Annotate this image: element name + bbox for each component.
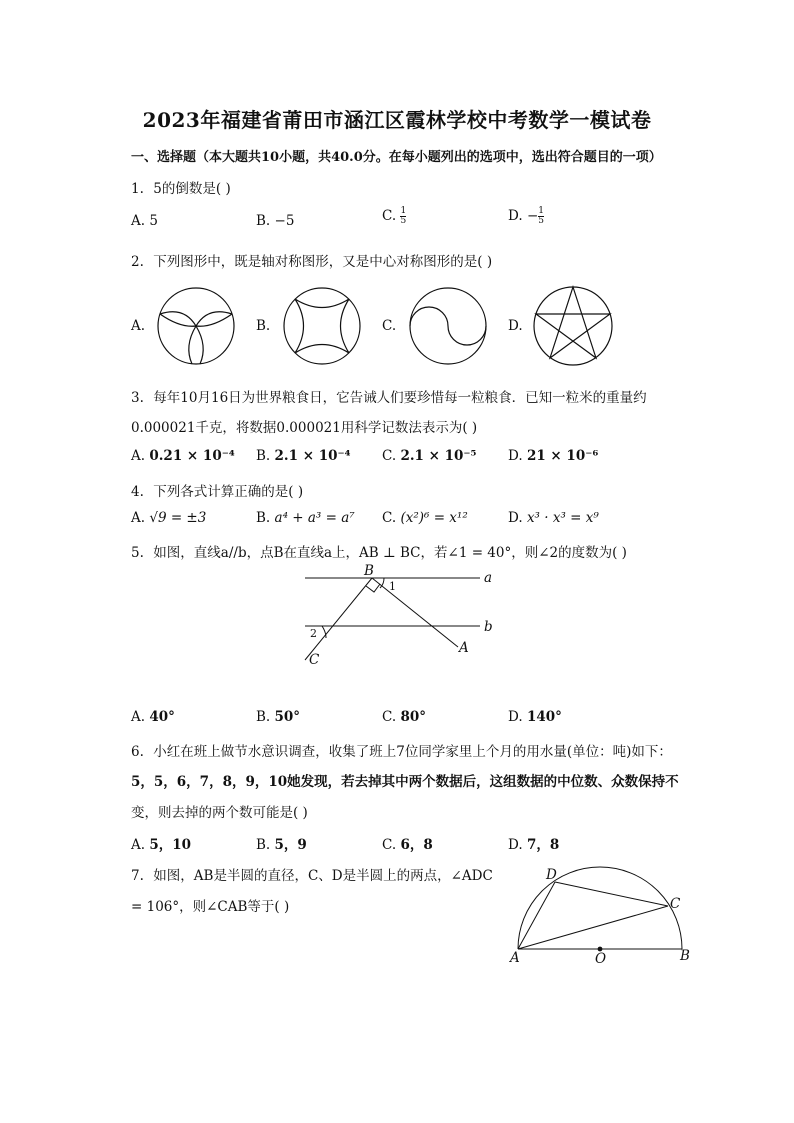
- q6-option-b: B. 5，9: [256, 837, 307, 853]
- q3-option-b: B. 2.1 × 10⁻⁴: [256, 448, 351, 464]
- figure-circle-three-arcs: [154, 286, 238, 366]
- question-7: 7. 如图，AB是半圆的直径，C、D是半圆上的两点，∠ADC: [131, 868, 493, 884]
- q1-option-a: A. 5: [131, 213, 158, 229]
- fig5-label-b: b: [484, 619, 493, 635]
- fig7-label-O: O: [595, 951, 607, 967]
- q4-option-c: C. (x²)⁶ = x¹²: [382, 510, 468, 526]
- q2-option-b-label: B.: [256, 318, 271, 334]
- q3-option-a: A. 0.21 × 10⁻⁴: [131, 448, 235, 464]
- fig5-label-B: B: [364, 563, 374, 579]
- question-1-text: 5的倒数是( ): [153, 181, 231, 197]
- question-6-text-2: 5，5，6，7，8，9，10她发现，若去掉其中两个数据后，这组数据的中位数、众数保持不: [131, 774, 679, 790]
- q2-option-d-label: D.: [508, 318, 523, 334]
- q6-option-c: C. 6，8: [382, 837, 433, 853]
- fig7-label-B: B: [680, 948, 690, 964]
- q4-option-b: B. a⁴ + a³ = a⁷: [256, 510, 355, 526]
- q6-option-d: D. 7，8: [508, 837, 560, 853]
- q1-option-b: B. −5: [256, 213, 295, 229]
- q4-option-a: A. √9 = ±3: [131, 510, 207, 526]
- figure-circle-s-curve: [406, 286, 490, 366]
- fig7-label-A: A: [510, 950, 520, 966]
- fig7-label-C: C: [670, 896, 681, 912]
- question-6-text: 小红在班上做节水意识调查，收集了班上7位同学家里上个月的用水量(单位：吨)如下：: [153, 744, 672, 760]
- question-1: 1. 5的倒数是( ): [131, 181, 231, 197]
- question-4-text: 下列各式计算正确的是( ): [153, 484, 304, 500]
- q2-option-a-label: A.: [131, 318, 146, 334]
- fraction: $\frac{1}{5}$: [538, 206, 544, 226]
- question-7-text-2: = 106°，则∠CAB等于( ): [131, 899, 290, 915]
- q4-option-d: D. x³ · x³ = x⁹: [508, 510, 599, 526]
- fraction: $\frac{1}{5}$: [400, 206, 407, 226]
- q1-option-d: D. − $\frac{1}{5}$: [508, 206, 544, 226]
- figure-circle-pentagram: [531, 284, 615, 368]
- q1-option-c: C. $\frac{1}{5}$: [382, 206, 407, 226]
- figure-semicircle: [510, 862, 690, 957]
- q6-option-a: A. 5，10: [131, 837, 192, 853]
- fig7-label-D: D: [546, 867, 557, 883]
- question-2: 2. 下列图形中，既是轴对称图形，又是中心对称图形的是( ): [131, 254, 493, 270]
- question-2-text: 下列图形中，既是轴对称图形，又是中心对称图形的是( ): [153, 254, 493, 270]
- q5-option-a: A. 40°: [131, 709, 175, 725]
- fig5-label-A: A: [459, 640, 469, 656]
- q5-option-b: B. 50°: [256, 709, 301, 725]
- figure-circle-concave-square: [280, 286, 364, 366]
- figure-parallel-lines: [300, 564, 500, 669]
- question-3: 3. 每年10月16日为世界粮食日，它告诫人们要珍惜每一粒粮食．已知一粒米的重量约: [131, 390, 647, 406]
- question-3-text-2: 0.000021千克，将数据0.000021用科学记数法表示为( ): [131, 420, 478, 436]
- q2-option-c-label: C.: [382, 318, 397, 334]
- fig5-label-1: 1: [389, 580, 396, 593]
- fig5-label-2: 2: [310, 627, 317, 640]
- question-6: 6. 小红在班上做节水意识调查，收集了班上7位同学家里上个月的用水量(单位：吨)如下：: [131, 744, 672, 760]
- question-3-text: 每年10月16日为世界粮食日，它告诫人们要珍惜每一粒粮食．已知一粒米的重量约: [153, 390, 647, 406]
- page-title: 2023年福建省莆田市涵江区霞林学校中考数学一模试卷: [142, 108, 652, 132]
- question-4: 4. 下列各式计算正确的是( ): [131, 484, 304, 500]
- q5-option-c: C. 80°: [382, 709, 426, 725]
- q3-option-c: C. 2.1 × 10⁻⁵: [382, 448, 477, 464]
- q5-option-d: D. 140°: [508, 709, 562, 725]
- q3-option-d: D. 21 × 10⁻⁶: [508, 448, 599, 464]
- fig5-label-a: a: [484, 570, 493, 586]
- question-5-text: 如图，直线a//b，点B在直线a上，AB ⊥ BC，若∠1 = 40°，则∠2的度数为( ): [153, 545, 627, 561]
- section-heading: 一、选择题（本大题共10小题，共40.0分。在每小题列出的选项中，选出符合题目的一项）: [131, 150, 662, 165]
- question-7-text: 如图，AB是半圆的直径，C、D是半圆上的两点，∠ADC: [153, 868, 493, 884]
- question-5: 5. 如图，直线a//b，点B在直线a上，AB ⊥ BC，若∠1 = 40°，则∠2的度数为( ): [131, 545, 627, 561]
- fig5-label-C: C: [309, 652, 320, 668]
- question-6-text-3: 变，则去掉的两个数可能是( ): [131, 805, 308, 821]
